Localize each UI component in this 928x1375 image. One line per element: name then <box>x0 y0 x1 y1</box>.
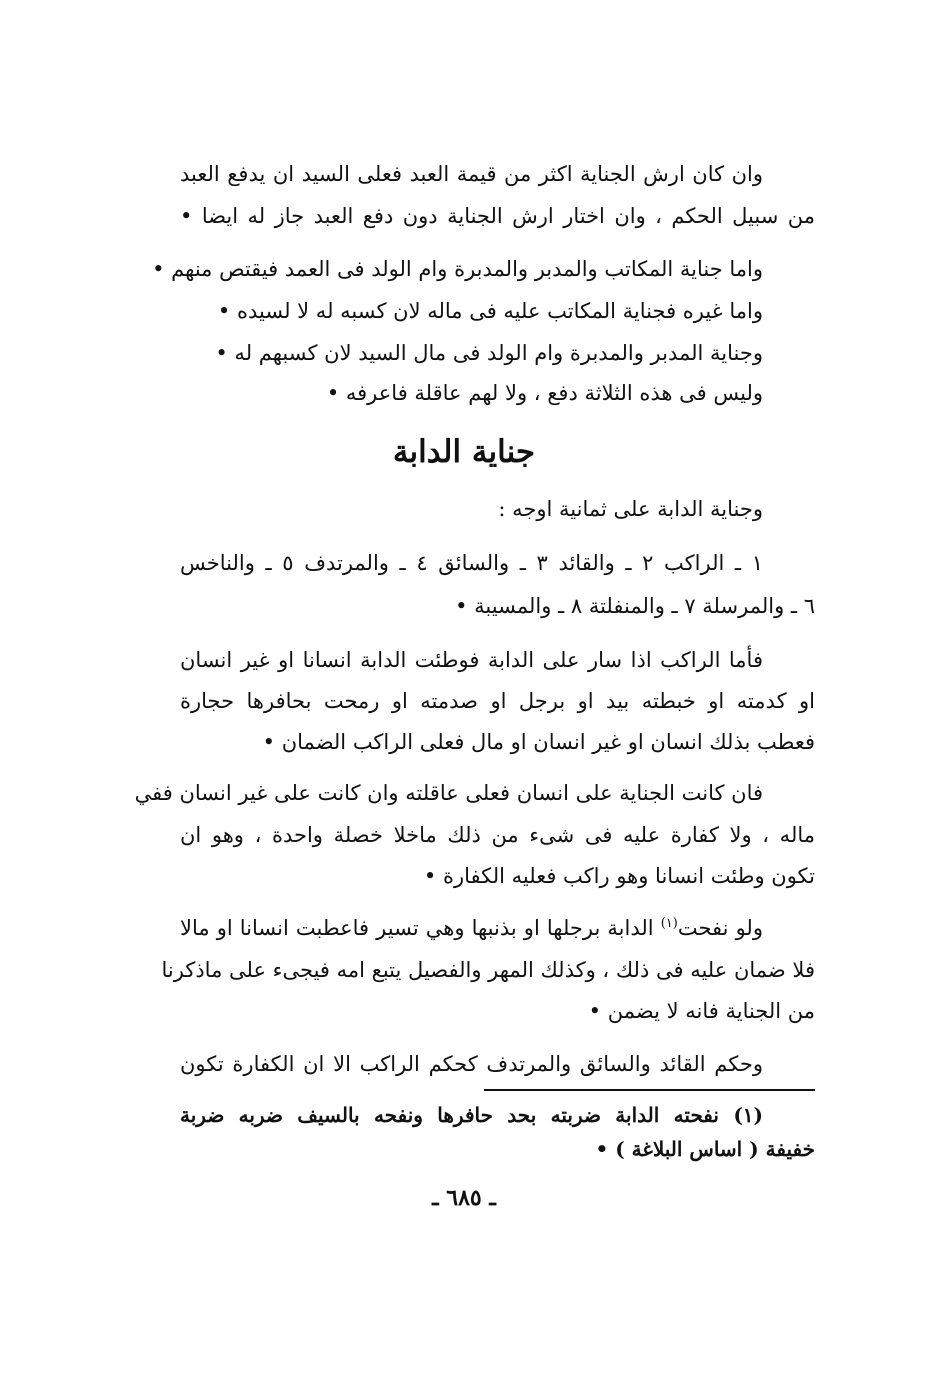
paragraph-line: او كدمته او خبطته بيد او برجل او صدمته او رمحت بحافرها حجارة <box>180 689 815 713</box>
paragraph-line: واما جناية المكاتب والمدبر والمدبرة وام الولد فى العمد فيقتص منهم • <box>152 257 763 281</box>
paragraph-line: وجناية الدابة على ثمانية اوجه : <box>498 497 763 521</box>
paragraph-line: فعطب بذلك انسان او غير انسان او مال فعلى الراكب الضمان • <box>262 730 815 754</box>
footnote-separator <box>484 1089 815 1091</box>
list-line: ١ ـ الراكب ٢ ـ والقائد ٣ ـ والسائق ٤ ـ والمرتدف ٥ ـ والناخس <box>180 551 763 575</box>
paragraph-line: فان كانت الجناية على انسان فعلى عاقلته وان كانت على غير انسان ففي <box>134 781 763 805</box>
page-number: ـ ٦٨٥ ـ <box>432 1185 496 1211</box>
paragraph-line: وجناية المدبر والمدبرة وام الولد فى مال السيد لان كسبهم له • <box>215 341 763 365</box>
paragraph-line: فلا ضمان عليه فى ذلك ، وكذلك المهر والفصيل يتبع امه فيجىء على ماذكرنا <box>161 958 815 982</box>
paragraph-line: تكون وطئت انسانا وهو راكب فعليه الكفارة • <box>423 864 815 888</box>
paragraph-line: من سبيل الحكم ، وان اختار ارش الجناية دون دفع العبد جاز له ايضا • <box>180 204 815 228</box>
paragraph-text: الدابة برجلها او بذنبها وهي تسير فاعطبت انسانا او مالا <box>180 916 654 940</box>
footnote-line: خفيفة ( اساس البلاغة ) • <box>595 1137 815 1161</box>
paragraph-line: واما غيره فجناية المكاتب عليه فى ماله لان كسبه له لا لسيده • <box>217 299 763 323</box>
paragraph-line: ماله ، ولا كفارة عليه فى شىء من ذلك ماخلا خصلة واحدة ، وهو ان <box>180 823 815 847</box>
paragraph-line: من الجناية فانه لا يضمن • <box>588 999 815 1023</box>
paragraph-text: ولو نفحت <box>677 916 763 940</box>
paragraph-line: وان كان ارش الجناية اكثر من قيمة العبد فعلى السيد ان يدفع العبد <box>180 162 763 186</box>
section-heading: جناية الدابة <box>392 434 536 470</box>
footnote-line: (١) نفحته الدابة ضربته بحد حافرها ونفحه بالسيف ضربه ضربة <box>180 1103 763 1127</box>
paragraph-line: فأما الراكب اذا سار على الدابة فوطئت الدابة انسانا او غير انسان <box>180 648 763 672</box>
paragraph-line: وليس فى هذه الثلاثة دفع ، ولا لهم عاقلة فاعرفه • <box>326 381 763 405</box>
footnote-reference: (١) <box>660 916 678 931</box>
paragraph-line: وحكم القائد والسائق والمرتدف كحكم الراكب الا ان الكفارة تكون <box>180 1052 763 1076</box>
list-line: ٦ ـ والمرسلة ٧ ـ والمنفلتة ٨ ـ والمسيبة • <box>455 594 815 618</box>
paragraph-line <box>180 913 763 943</box>
